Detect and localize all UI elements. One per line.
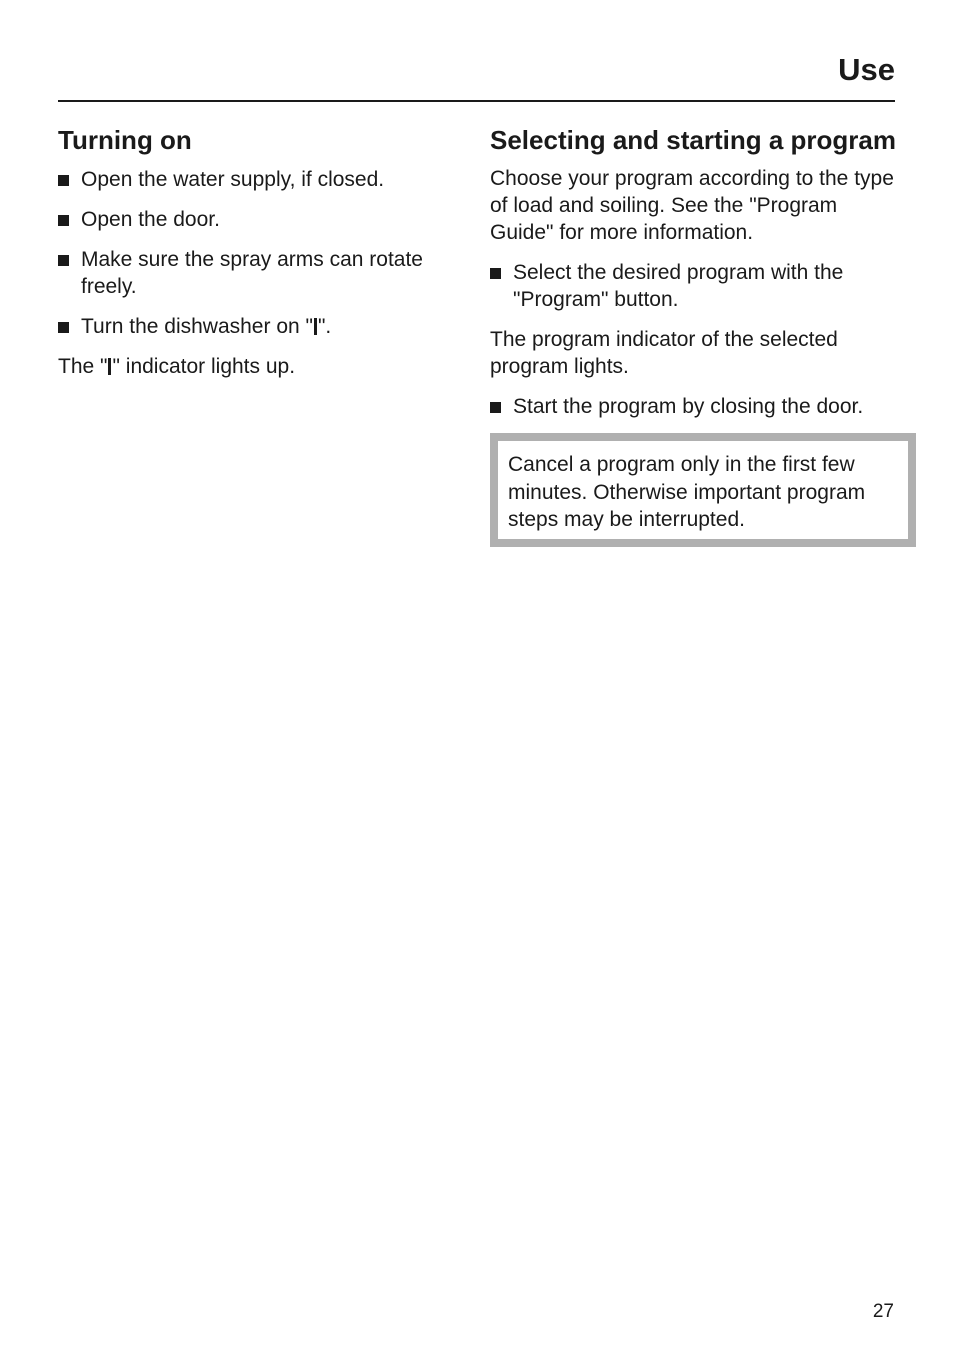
text-fragment: ". <box>317 315 332 338</box>
bullet-square-icon <box>58 175 69 186</box>
bullet-square-icon <box>58 322 69 333</box>
list-item <box>490 393 896 420</box>
bullet-square-icon <box>58 215 69 226</box>
list-item-text: Open the water supply, if closed. <box>81 168 385 191</box>
section-title: Use <box>838 52 895 87</box>
indicator-note <box>58 353 458 380</box>
text-fragment: " indicator lights up. <box>112 355 296 378</box>
list-item <box>58 166 458 193</box>
list-item-text: Select the desired program with the "Program" button. <box>513 261 844 311</box>
list-item-text <box>81 315 331 338</box>
turning-on-heading: Turning on <box>58 125 192 155</box>
indicator-paragraph: The program indicator of the selected program lights. <box>490 328 838 378</box>
page-header <box>58 50 895 102</box>
bullet-square-icon <box>490 268 501 279</box>
list-item-text: Make sure the spray arms can rotate freely. <box>81 248 423 298</box>
text-fragment: The " <box>58 355 108 378</box>
page-number: 27 <box>872 1301 894 1322</box>
list-item <box>490 259 896 313</box>
power-on-symbol-icon <box>314 318 317 335</box>
intro-paragraph: Choose your program according to the type of load and soiling. See the "Program Guide" for more information. <box>490 167 894 244</box>
list-item <box>58 246 458 300</box>
selecting-program-section <box>490 124 896 547</box>
bullet-square-icon <box>490 402 501 413</box>
list-item-text: Start the program by closing the door. <box>513 395 864 418</box>
list-item-text: Open the door. <box>81 208 220 231</box>
selecting-program-heading: Selecting and starting a program <box>490 125 896 155</box>
notice-box <box>490 433 916 547</box>
list-item <box>58 313 458 340</box>
turning-on-section <box>58 124 458 393</box>
bullet-square-icon <box>58 255 69 266</box>
list-item <box>58 206 458 233</box>
text-fragment: Turn the dishwasher on " <box>81 315 313 338</box>
notice-text: Cancel a program only in the first few minutes. Otherwise important program steps may be interrupted. <box>508 453 866 531</box>
